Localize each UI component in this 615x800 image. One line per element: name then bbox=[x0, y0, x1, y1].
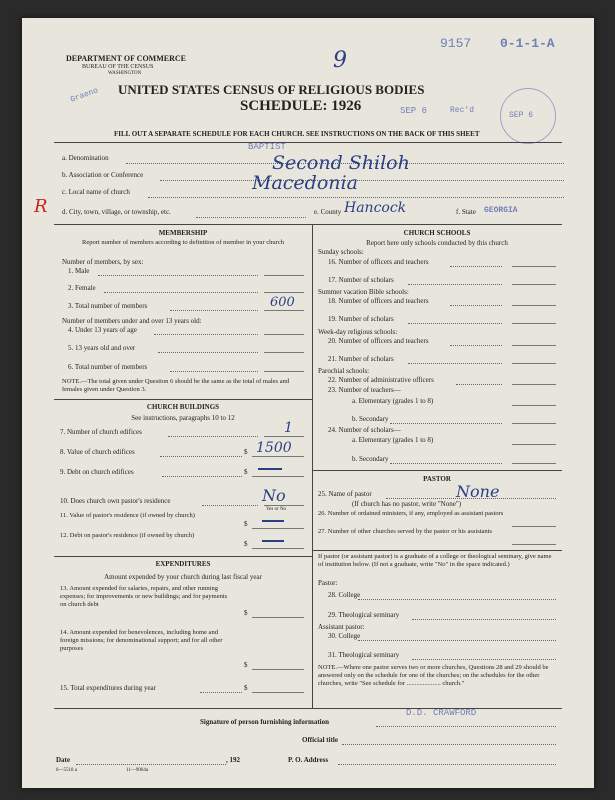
q10-value: No bbox=[262, 486, 286, 505]
asst-sub-label: Assistant pastor: bbox=[318, 623, 365, 631]
form-title: UNITED STATES CENSUS OF RELIGIOUS BODIES bbox=[118, 82, 425, 97]
q10-label: 10. Does church own pastor's residence bbox=[60, 497, 171, 505]
bureau-label: BUREAU OF THE CENSUS bbox=[82, 64, 154, 70]
county-value: Hancock bbox=[344, 200, 407, 216]
pastor-note: NOTE.—Where one pastor serves two or more churches, Questions 28 and 29 should be answered only on the schedule for one of the churches; on the schedules for the other churches, write "See schedule for ..................... church." bbox=[318, 664, 549, 687]
q23-label: 23. Number of teachers— bbox=[328, 386, 401, 394]
schedule-title: SCHEDULE: 1926 bbox=[240, 98, 362, 114]
q28-label: 28. College bbox=[328, 591, 361, 599]
q11-label: 11. Value of pastor's residence (if owned by church) bbox=[60, 512, 195, 519]
county-label: e. County bbox=[314, 208, 342, 216]
margin-mark: R bbox=[34, 196, 48, 217]
membership-intro: Report number of members according to definition of member in your church bbox=[82, 239, 284, 246]
q12-label: 12. Debt on pastor's residence (if owned by church) bbox=[60, 532, 195, 539]
association-label: b. Association or Conference bbox=[62, 171, 144, 179]
q3-value: 600 bbox=[270, 295, 295, 310]
schools-heading: CHURCH SCHOOLS bbox=[403, 229, 471, 237]
q25-label: 25. Name of pastor bbox=[318, 490, 372, 498]
q12-dash-mark bbox=[262, 540, 284, 542]
q9-label: 9. Debt on church edifices bbox=[60, 468, 134, 476]
membership-heading: MEMBERSHIP bbox=[158, 229, 208, 237]
church-name-value: Macedonia bbox=[252, 172, 358, 194]
q11-dash-mark bbox=[262, 520, 284, 522]
q15-dollar: $ bbox=[244, 684, 248, 692]
side-stamp: Graeno bbox=[69, 86, 100, 105]
round-stamp bbox=[500, 88, 556, 144]
q14-label: 14. Amount expended for benevolences, including home and foreign missions; for denominational support; and for all other purposes bbox=[60, 629, 223, 652]
city-field-label: d. City, town, village, or township, etc. bbox=[62, 208, 171, 216]
denomination-label: a. Denomination bbox=[62, 154, 109, 162]
city-label: WASHINGTON bbox=[108, 71, 142, 76]
received-date-stamp: SEP 6 bbox=[400, 106, 428, 116]
q17-label: 17. Number of scholars bbox=[328, 276, 394, 284]
q23b-label: b. Secondary bbox=[352, 415, 389, 423]
file-number-stamp: 9157 bbox=[440, 36, 472, 51]
q24b-label: b. Secondary bbox=[352, 455, 389, 463]
state-value: GEORGIA bbox=[484, 206, 518, 215]
q20-label: 20. Number of officers and teachers bbox=[328, 337, 429, 345]
q6-label: 6. Total number of members bbox=[68, 363, 148, 371]
q8-label: 8. Value of church edifices bbox=[60, 448, 135, 456]
denomination-value: BAPTIST bbox=[248, 142, 286, 152]
q9-dollar: $ bbox=[244, 468, 248, 476]
q24a-label: a. Elementary (grades 1 to 8) bbox=[352, 436, 434, 444]
received-label: Rec'd bbox=[450, 106, 475, 115]
q7-label: 7. Number of church edifices bbox=[60, 428, 142, 436]
q4-label: 4. Under 13 years of age bbox=[68, 326, 137, 334]
q13-label: 13. Amount expended for salaries, repairs, and other running expenses; for improvements or new buildings; and for payments on church debt bbox=[60, 585, 228, 608]
sunday-label: Sunday schools: bbox=[318, 248, 364, 256]
yes-no-hint: Yes or No bbox=[266, 507, 287, 512]
q7-value: 1 bbox=[284, 420, 293, 436]
divider bbox=[54, 142, 562, 143]
department-label: DEPARTMENT OF COMMERCE bbox=[66, 54, 187, 63]
print-number: 11—9064a bbox=[126, 768, 149, 773]
year-label: , 192 bbox=[226, 756, 240, 764]
q1-label: 1. Male bbox=[68, 267, 90, 275]
q3-label: 3. Total number of members bbox=[68, 302, 148, 310]
official-title-label: Official title bbox=[302, 736, 338, 744]
q18-label: 18. Number of officers and teachers bbox=[328, 297, 429, 305]
q25-note: (If church has no pastor, write "None") bbox=[352, 500, 462, 508]
parochial-label: Parochial schools: bbox=[318, 367, 370, 375]
q23a-label: a. Elementary (grades 1 to 8) bbox=[352, 397, 434, 405]
church-name-label: c. Local name of church bbox=[62, 188, 130, 196]
association-value: Second Shiloh bbox=[272, 152, 410, 174]
q25-value: None bbox=[456, 482, 500, 501]
q12-dollar: $ bbox=[244, 540, 248, 548]
q24-label: 24. Number of scholars— bbox=[328, 426, 401, 434]
signature-value: D.D. CRAWFORD bbox=[406, 708, 477, 718]
po-address-label: P. O. Address bbox=[288, 756, 329, 764]
form-number: 6—5518 a bbox=[56, 768, 77, 773]
q27-label: 27. Number of other churches served by the pastor or his assistants bbox=[318, 528, 493, 535]
date-label: Date bbox=[56, 756, 70, 764]
q21-label: 21. Number of scholars bbox=[328, 355, 394, 363]
q14-dollar: $ bbox=[244, 661, 248, 669]
q29-label: 29. Theological seminary bbox=[328, 611, 400, 619]
q2-label: 2. Female bbox=[68, 284, 96, 292]
round-stamp-date: SEP 6 bbox=[509, 111, 534, 120]
q26-label: 26. Number of ordained ministers, if any, employed as assistant pastors bbox=[318, 510, 504, 517]
q9-dash-mark bbox=[258, 468, 282, 470]
pastor-heading: PASTOR bbox=[423, 475, 451, 483]
pastor-sub-label: Pastor: bbox=[318, 579, 338, 587]
q19-label: 19. Number of scholars bbox=[328, 315, 394, 323]
state-label: f. State bbox=[456, 208, 476, 216]
sex-label: Number of members, by sex: bbox=[62, 258, 144, 266]
q30-label: 30. College bbox=[328, 632, 361, 640]
vbs-label: Summer vacation Bible schools: bbox=[318, 288, 409, 296]
weekday-label: Week-day religious schools: bbox=[318, 328, 398, 336]
q8-dollar: $ bbox=[244, 448, 248, 456]
q8-value: 1500 bbox=[256, 440, 292, 456]
schools-sub: Report here only schools conducted by this church bbox=[366, 239, 508, 247]
q16-label: 16. Number of officers and teachers bbox=[328, 258, 429, 266]
instruction-line: FILL OUT A SEPARATE SCHEDULE FOR EACH CHURCH. SEE INSTRUCTIONS ON THE BACK OF THIS SHEET bbox=[114, 130, 480, 138]
age-label: Number of members under and over 13 years old: bbox=[62, 317, 202, 325]
q11-dollar: $ bbox=[244, 520, 248, 528]
buildings-sub: See instructions, paragraphs 10 to 12 bbox=[131, 414, 235, 422]
q5-label: 5. 13 years old and over bbox=[68, 344, 136, 352]
census-form bbox=[22, 18, 594, 788]
q13-dollar: $ bbox=[244, 609, 248, 617]
buildings-heading: CHURCH BUILDINGS bbox=[146, 403, 220, 411]
expenditures-heading: EXPENDITURES bbox=[155, 560, 211, 568]
handwritten-number: 9 bbox=[333, 48, 347, 73]
graduate-note: If pastor (or assistant pastor) is a graduate of a college or theological seminary, give name of institution below. (If not a graduate, write "No" in the space indicated.) bbox=[318, 553, 552, 568]
signature-label: Signature of person furnishing information bbox=[200, 718, 329, 726]
q22-label: 22. Number of administrative officers bbox=[328, 376, 434, 384]
q15-label: 15. Total expenditures during year bbox=[60, 684, 156, 692]
code-stamp: 0-1-1-A bbox=[500, 36, 555, 51]
membership-note: NOTE.—The total given under Question 6 should be the same as the total of males and females given under Question 3. bbox=[62, 378, 290, 393]
q31-label: 31. Theological seminary bbox=[328, 651, 400, 659]
expenditures-sub: Amount expended by your church during last fiscal year bbox=[104, 573, 262, 581]
